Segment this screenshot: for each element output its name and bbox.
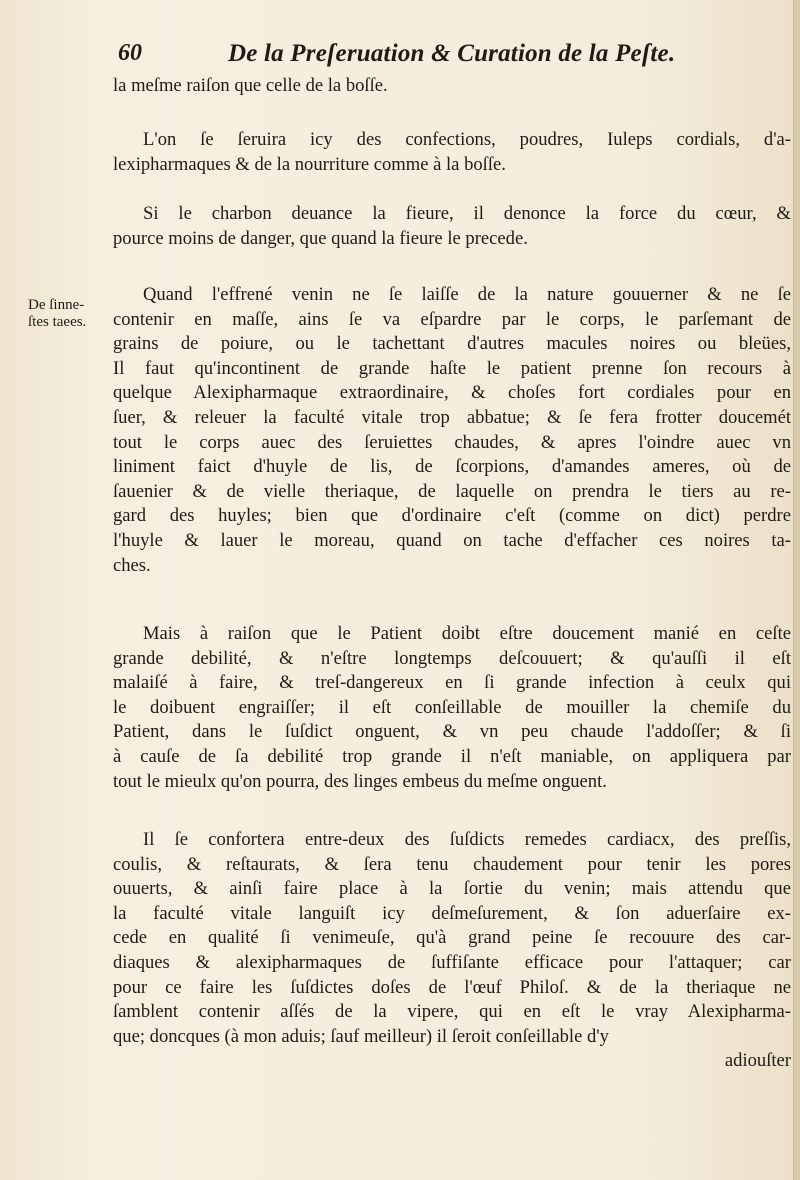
catchword: adiouſter (724, 1050, 791, 1072)
text-line: Si le charbon deuance la fieure, il denonce la force du cœur, & (143, 203, 791, 224)
text-line: cede en qualité ſi venimeuſe, qu'à grand peine ſe recouure des car- (113, 927, 791, 949)
text-line: pour ce faire les ſuſdictes doſes de l'œuf Philoſ. & de la theriaque ne (113, 976, 791, 998)
text-line: que; doncques (à mon aduis; ſauf meilleur) il ſeroit conſeillable d'y (113, 1025, 609, 1047)
text-line: ches. (113, 554, 151, 576)
text-line: quelque Alexipharmaque extraordinaire, & choſes fort cordiales pour en (113, 382, 791, 404)
paragraph-6 (113, 828, 791, 1074)
text-line: la faculté vitale languiſt icy deſmeſurement, & ſon aduerſaire ex- (113, 902, 791, 924)
paragraph-1 (113, 74, 791, 99)
text-line: la meſme raiſon que celle de la boſſe. (113, 75, 388, 96)
text-line: l'huyle & lauer le moreau, quand on tache d'effacher ces noires ta- (113, 529, 791, 551)
text-line: Quand l'effrené venin ne ſe laiſſe de la nature gouuerner & ne ſe (143, 284, 791, 305)
text-line: ſauenier & de vielle theriaque, de laquelle on prendra le tiers au re- (113, 480, 791, 502)
text-line: tout le mieulx qu'on pourra, des linges embeus du meſme onguent. (113, 770, 607, 792)
paragraph-5 (113, 622, 791, 794)
text-line: ſuer, & releuer la faculté vitale trop abbatue; & ſe fera frotter doucemét (113, 406, 791, 428)
text-line: Mais à raiſon que le Patient doibt eſtre doucement manié en ceſte (143, 623, 791, 644)
text-line: le doibuent engraiſſer; il eſt conſeillable de mouiller la chemiſe du (113, 696, 791, 718)
text-line: Il faut qu'incontinent de grande haſte le patient prenne ſon recours à (113, 357, 791, 379)
text-line: coulis, & reſtaurats, & ſera tenu chaudement pour tenir les pores (113, 853, 791, 875)
text-line: malaiſé à faire, & treſ-dangereux en ſi grande infection à ceulx qui (113, 672, 791, 694)
text-line: diaques & alexipharmaques de ſuffiſante efficace pour l'attaquer; car (113, 951, 791, 973)
paragraph-4 (113, 283, 791, 578)
text-line: grains de poiure, ou le tachettant d'autres macules noires ou bleües, (113, 333, 791, 355)
text-line: gard des huyles; bien que d'ordinaire c'eſt (comme on dict) perdre (113, 505, 791, 527)
margin-note-line: De ſinne- (28, 297, 85, 313)
text-line: Patient, dans le ſuſdict onguent, & vn peu chaude l'addoſſer; & ſi (113, 721, 791, 743)
text-line: contenir en maſſe, ains ſe va eſpardre par le corps, le parſemant de (113, 308, 791, 330)
page-edge (793, 0, 800, 1180)
running-title: De la Preſeruation & Curation de la Peſte. (228, 40, 676, 67)
text-line: à cauſe de ſa debilité trop grande il n'eſt maniable, on appliquera par (113, 745, 791, 767)
page-number: 60 (118, 40, 142, 66)
margin-note (28, 297, 110, 331)
text-line: tout le corps auec des ſeruiettes chaudes, & apres l'oindre auec vn (113, 431, 791, 453)
text-line: ouuerts, & ainſi faire place à la ſortie du venin; mais attendu que (113, 878, 791, 900)
text-line: Il ſe confortera entre-deux des ſuſdicts remedes cardiacx, des preſſis, (143, 829, 791, 850)
text-line: grande debilité, & n'eſtre longtemps deſcouuert; & qu'auſſi il eſt (113, 647, 791, 669)
text-line: pource moins de danger, que quand la fieure le precede. (113, 227, 528, 249)
text-line: lexipharmaques & de la nourriture comme à la boſſe. (113, 153, 506, 175)
paragraph-2 (113, 128, 791, 177)
text-line: ſamblent contenir aſſés de la vipere, qui en eſt le vray Alexipharma- (113, 1001, 791, 1023)
text-line: liniment faict d'huyle de lis, de ſcorpions, d'amandes ameres, où de (113, 456, 791, 478)
page-header (118, 40, 758, 78)
text-line: L'on ſe ſeruira icy des confections, poudres, Iuleps cordials, d'a- (143, 129, 791, 150)
margin-note-line: ſtes taees. (28, 314, 87, 330)
paragraph-3 (113, 202, 791, 251)
